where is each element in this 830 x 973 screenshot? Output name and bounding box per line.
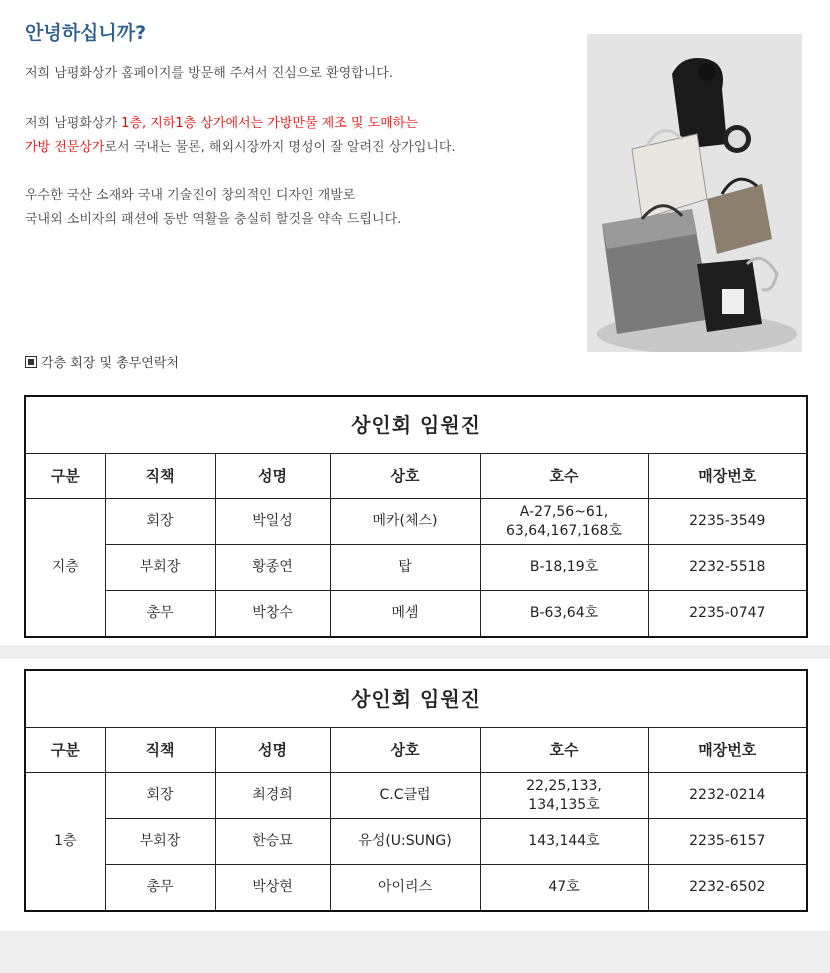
role-cell: 총무 xyxy=(105,591,215,638)
officers-table-first-floor xyxy=(24,669,806,912)
unit-cell: 143,144호 xyxy=(480,819,648,865)
header-unit: 호수 xyxy=(480,728,648,773)
welcome-text xyxy=(25,62,393,86)
promise-text xyxy=(25,184,401,232)
table-header-row xyxy=(25,454,807,499)
table-row xyxy=(25,591,807,638)
desc-suffix: 로서 국내는 물론, 해외시장까지 명성이 잘 알려진 상가입니다. xyxy=(104,140,456,155)
phone-cell: 2232-6502 xyxy=(648,865,807,912)
unit-line-1: 22,25,133, xyxy=(526,777,602,794)
description-text xyxy=(25,112,456,160)
header-unit: 호수 xyxy=(480,454,648,499)
table-row xyxy=(25,773,807,819)
table-header-row xyxy=(25,728,807,773)
greeting-heading: 안녕하십니까? xyxy=(25,22,147,44)
shop-cell: 메카(체스) xyxy=(330,499,480,545)
phone-cell: 2235-0747 xyxy=(648,591,807,638)
shop-cell: C.C클럽 xyxy=(330,773,480,819)
header-phone: 매장번호 xyxy=(648,454,807,499)
table-row xyxy=(25,865,807,912)
name-cell: 박창수 xyxy=(215,591,330,638)
promise-line-2: 국내외 소비자의 패션에 동반 역활을 충실히 할것을 약속 드립니다. xyxy=(25,212,402,227)
unit-cell xyxy=(480,773,648,819)
officers-table-basement xyxy=(24,395,806,638)
desc-highlight-2: 가방 전문상가 xyxy=(25,140,105,155)
header-position: 직책 xyxy=(105,728,215,773)
header-shop: 상호 xyxy=(330,728,480,773)
header-shop: 상호 xyxy=(330,454,480,499)
unit-line-1: A-27,56~61, xyxy=(519,503,609,520)
officers-table xyxy=(24,669,808,912)
contact-section-title xyxy=(25,352,179,371)
shop-cell: 유성(U:SUNG) xyxy=(330,819,480,865)
handbags-photo xyxy=(587,34,802,352)
welcome-line: 저희 남평화상가 홈페이지를 방문해 주셔서 진심으로 환영합니다. xyxy=(25,66,393,81)
name-cell: 최경희 xyxy=(215,773,330,819)
table-caption: 상인회 임원진 xyxy=(25,396,807,454)
role-cell: 부회장 xyxy=(105,819,215,865)
section-divider xyxy=(0,645,830,659)
name-cell: 황종연 xyxy=(215,545,330,591)
header-name: 성명 xyxy=(215,728,330,773)
role-cell: 총무 xyxy=(105,865,215,912)
table-row xyxy=(25,819,807,865)
header-category: 구분 xyxy=(25,728,105,773)
header-position: 직책 xyxy=(105,454,215,499)
shop-cell: 아이리스 xyxy=(330,865,480,912)
promise-line-1: 우수한 국산 소재와 국내 기술진이 창의적인 디자인 개발로 xyxy=(25,188,356,203)
phone-cell: 2235-3549 xyxy=(648,499,807,545)
footer-band xyxy=(0,931,830,973)
unit-cell: B-18,19호 xyxy=(480,545,648,591)
role-cell: 회장 xyxy=(105,773,215,819)
table-row xyxy=(25,499,807,545)
header-phone: 매장번호 xyxy=(648,728,807,773)
phone-cell: 2235-6157 xyxy=(648,819,807,865)
phone-cell: 2232-0214 xyxy=(648,773,807,819)
table-row xyxy=(25,545,807,591)
square-bullet-icon xyxy=(25,356,37,368)
officers-table xyxy=(24,395,808,638)
desc-prefix: 저희 남평화상가 xyxy=(25,116,122,131)
unit-cell xyxy=(480,499,648,545)
header-name: 성명 xyxy=(215,454,330,499)
unit-line-2: 134,135호 xyxy=(528,796,600,813)
role-cell: 회장 xyxy=(105,499,215,545)
name-cell: 박상현 xyxy=(215,865,330,912)
phone-cell: 2232-5518 xyxy=(648,545,807,591)
header-category: 구분 xyxy=(25,454,105,499)
floor-cell: 지층 xyxy=(25,499,105,638)
unit-cell: 47호 xyxy=(480,865,648,912)
handbags-illustration xyxy=(587,34,802,352)
shop-cell: 메셈 xyxy=(330,591,480,638)
table-caption: 상인회 임원진 xyxy=(25,670,807,728)
floor-cell: 1층 xyxy=(25,773,105,912)
desc-highlight-1: 1층, 지하1층 상가에서는 가방만물 제조 및 도매하는 xyxy=(121,116,418,131)
shop-cell: 탑 xyxy=(330,545,480,591)
name-cell: 한승묘 xyxy=(215,819,330,865)
unit-cell: B-63,64호 xyxy=(480,591,648,638)
contact-title-text: 각층 회장 및 총무연락처 xyxy=(41,356,179,371)
name-cell: 박일성 xyxy=(215,499,330,545)
unit-line-2: 63,64,167,168호 xyxy=(506,522,622,539)
role-cell: 부회장 xyxy=(105,545,215,591)
